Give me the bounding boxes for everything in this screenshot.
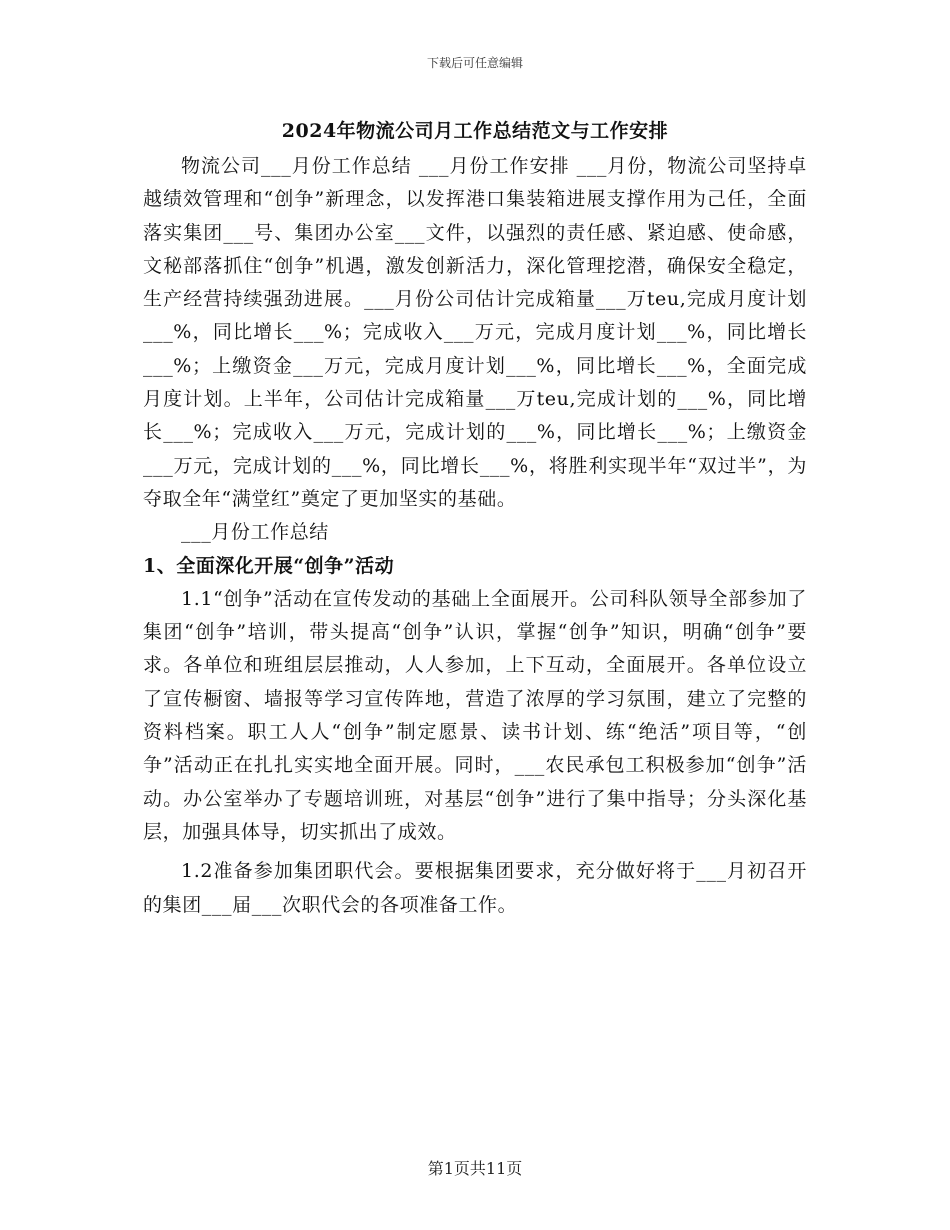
paragraph-1-2: 1.2准备参加集团职代会。要根据集团要求，充分做好将于___月初召开的集团___届___次职代会的各项准备工作。 [143,860,807,916]
header-note: 下载后可任意编辑 [426,56,523,70]
intro-paragraph: 物流公司___月份工作总结 ___月份工作安排 ___月份，物流公司坚持卓越绩效管理和“创争”新理念，以发挥港口集装箱进展支撑作用为己任，全面落实集团___号、集团办公室___文件，以强烈的责任感、紧迫感、使命感，文秘部落抓住“创争”机遇，激发创新活力，深化管理挖潜，确保安全稳定，生产经营持续强劲进展。___月份公司估计完成箱量___万teu,完成月度计划___%，同比增长___%；完成收入___万元，完成月度计划___%，同比增长___%；上缴资金___万元，完成月度计划___%，同比增长___%，全面完成月度计划。上半年，公司估计完成箱量___万teu,完成计划的___%，同比增长___%；完成收入___万元，完成计划的___%，同比增长___%；上缴资金___万元，完成计划的___%，同比增长___%，将胜利实现半年“双过半”，为夺取全年“满堂红”奠定了更加坚实的基础。 [143,155,807,510]
page-number: 第1页共11页 [427,1159,523,1178]
paragraph-1-1: 1.1“创争”活动在宣传发动的基础上全面展开。公司科队领导全部参加了集团“创争”培训，带头提高“创争”认识，掌握“创争”知识，明确“创争”要求。各单位和班组层层推动，人人参加，上下互动，全面展开。各单位设立了宣传橱窗、墙报等学习宣传阵地，营造了浓厚的学习氛围，建立了完整的资料档案。职工人人“创争”制定愿景、读书计划、练“绝活”项目等，“创争”活动正在扎扎实实地全面开展。同时，___农民承包工积极参加“创争”活动。办公室举办了专题培训班，对基层“创争”进行了集中指导；分头深化基层，加强具体导，切实抓出了成效。 [143,587,807,843]
page-title: 2024年物流公司月工作总结范文与工作安排 [281,120,669,142]
document-body [143,150,807,922]
summary-label: ___月份工作总结 [181,521,329,544]
section-heading: 1、全面深化开展“创争”活动 [143,554,395,577]
